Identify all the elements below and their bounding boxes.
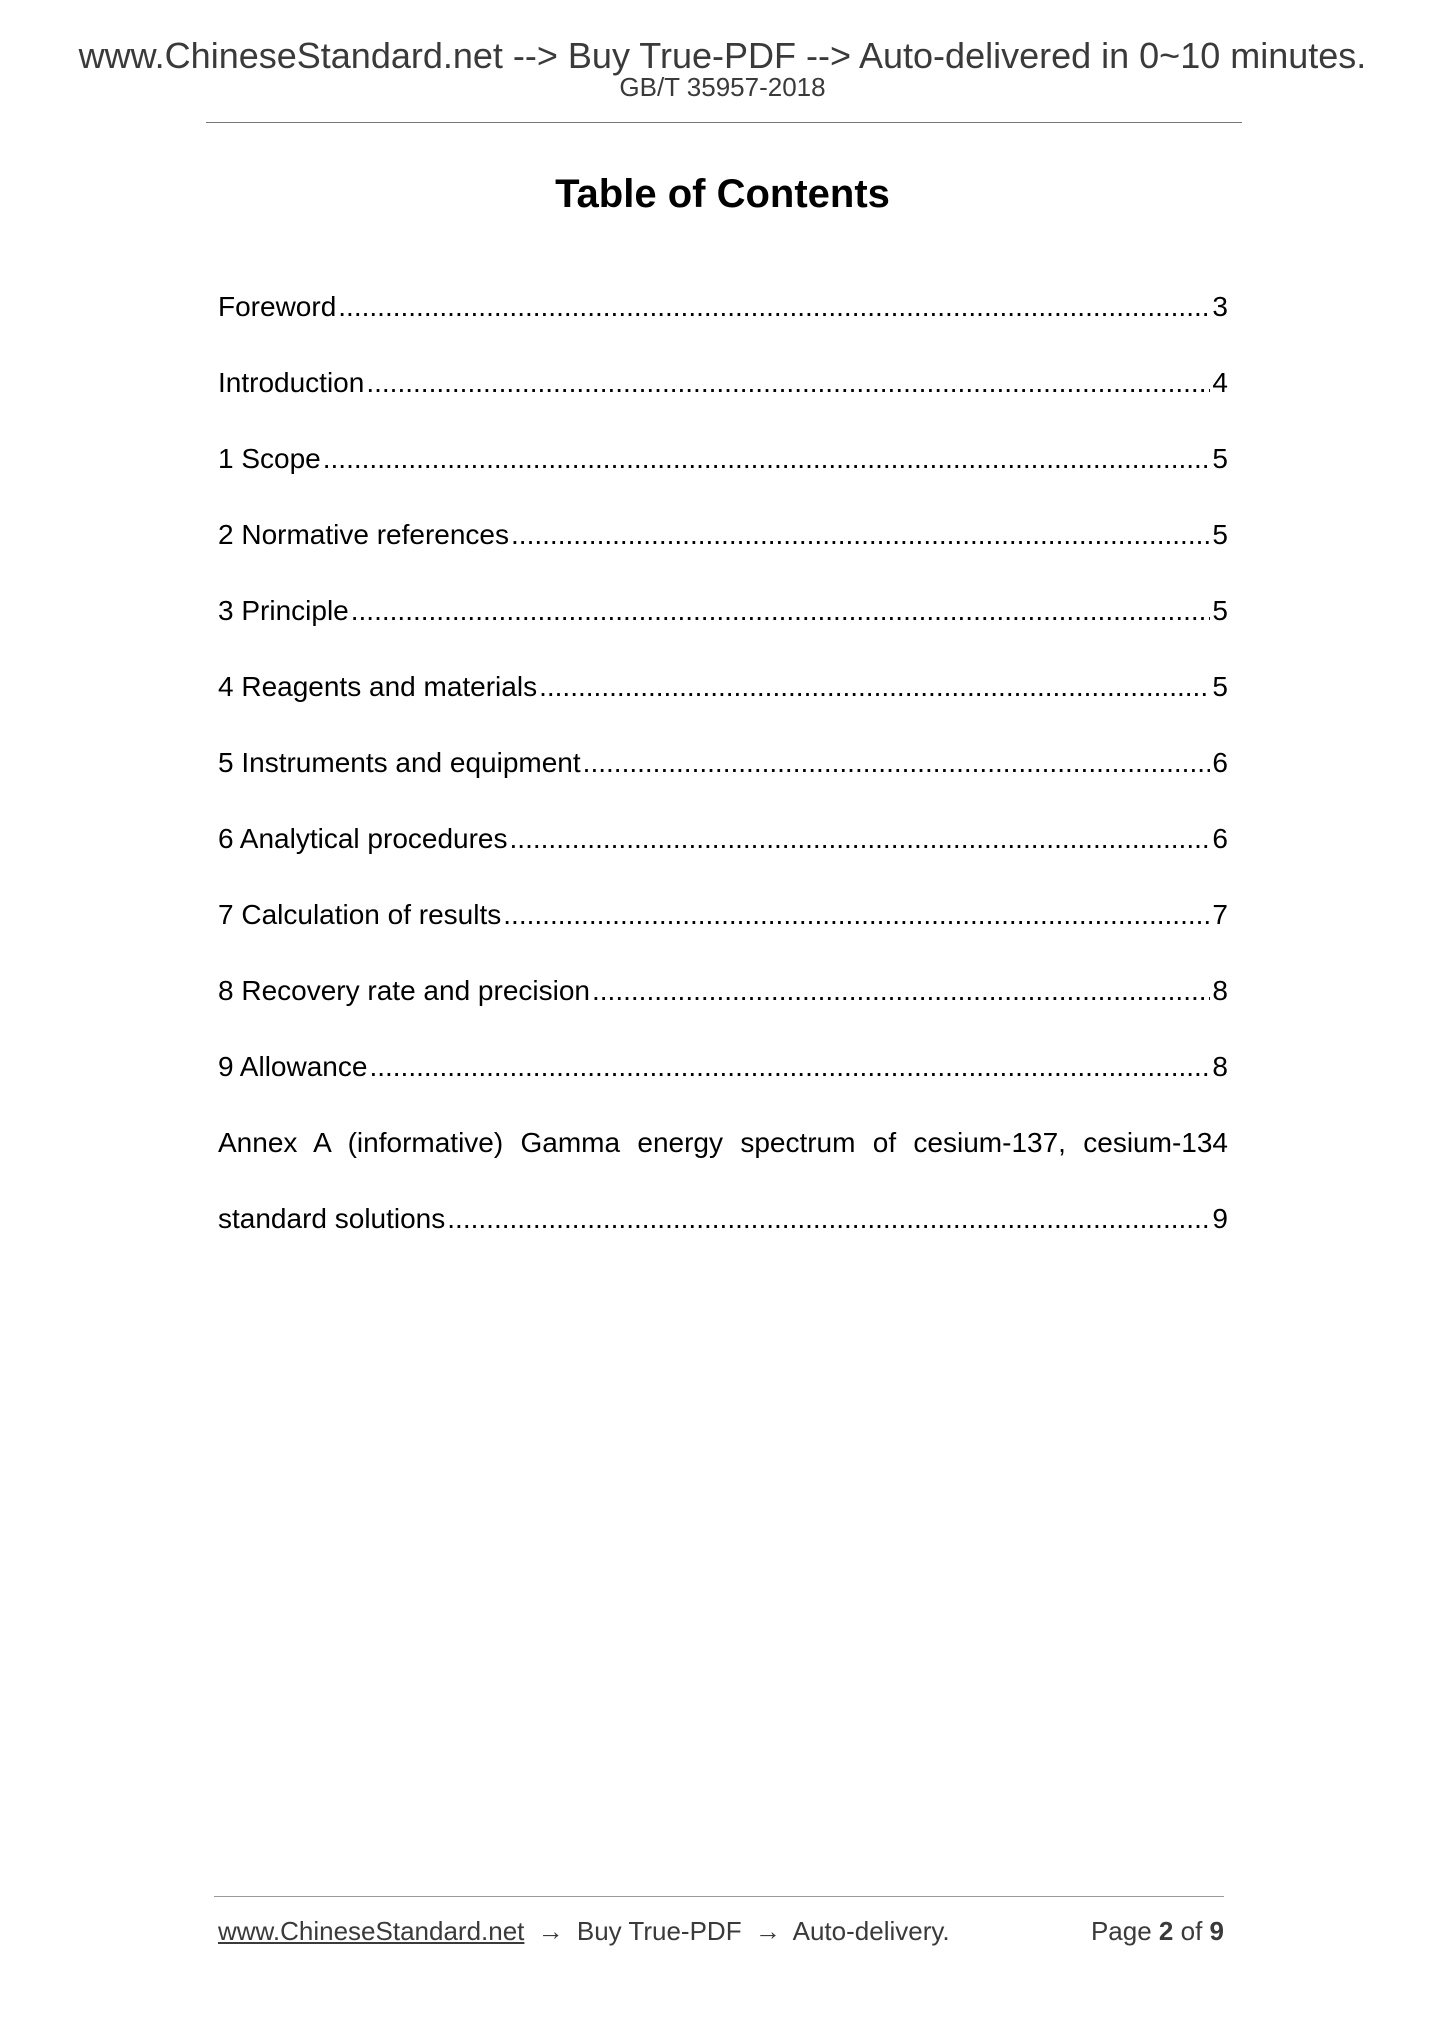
page-indicator bbox=[1091, 1914, 1224, 1948]
toc-dot-leader bbox=[592, 971, 1210, 1011]
toc-entry-label: Foreword bbox=[218, 291, 337, 322]
toc-entry-page: 4 bbox=[1212, 367, 1228, 398]
toc-entry-label: 9 Allowance bbox=[218, 1051, 368, 1082]
toc-entry-page: 6 bbox=[1212, 747, 1228, 778]
of-word: of bbox=[1180, 1916, 1203, 1946]
page-footer bbox=[218, 1914, 1224, 1948]
footer-left bbox=[218, 1914, 950, 1948]
footer-divider bbox=[214, 1896, 1224, 1897]
toc-entry-page: 5 bbox=[1212, 595, 1228, 626]
toc-entry-label: Introduction bbox=[218, 367, 365, 398]
top-banner: www.ChineseStandard.net --> Buy True-PDF --> Auto-delivered in 0~10 minutes. bbox=[78, 35, 1367, 76]
current-page-number: 2 bbox=[1158, 1916, 1174, 1946]
toc-dot-leader bbox=[511, 515, 1210, 555]
toc-dot-leader bbox=[510, 819, 1211, 859]
toc-entry-page: 5 bbox=[1212, 443, 1228, 474]
footer-delivery-text: Auto-delivery. bbox=[792, 1916, 950, 1946]
toc-entry-page: 5 bbox=[1212, 671, 1228, 702]
toc-dot-leader bbox=[503, 895, 1210, 935]
toc-dot-leader bbox=[351, 591, 1211, 631]
toc-dot-leader bbox=[369, 1047, 1210, 1087]
toc-dot-leader bbox=[539, 667, 1210, 707]
page-word: Page bbox=[1090, 1916, 1152, 1946]
toc-entry-page: 9 bbox=[1212, 1203, 1228, 1234]
toc-dot-leader bbox=[366, 363, 1210, 403]
toc-entry-label: 7 Calculation of results bbox=[218, 899, 502, 930]
total-pages-number: 9 bbox=[1209, 1916, 1224, 1946]
arrow-right-icon: → bbox=[537, 1916, 564, 1946]
toc-entry-introduction[interactable] bbox=[218, 363, 1228, 439]
toc-entry-instruments[interactable] bbox=[218, 743, 1228, 819]
toc-entry-label: 1 Scope bbox=[218, 443, 321, 474]
footer-buy-text: Buy True-PDF bbox=[576, 1916, 742, 1946]
toc-dot-leader bbox=[583, 743, 1211, 783]
toc-entry-page: 8 bbox=[1212, 1051, 1228, 1082]
toc-entry-analytical-procedures[interactable] bbox=[218, 819, 1228, 895]
toc-entry-calculation[interactable] bbox=[218, 895, 1228, 971]
footer-site-link[interactable]: www.ChineseStandard.net bbox=[218, 1916, 525, 1946]
toc-entry-scope[interactable] bbox=[218, 439, 1228, 515]
toc-dot-leader bbox=[338, 287, 1210, 327]
toc-entry-label: 4 Reagents and materials bbox=[218, 671, 538, 702]
toc-entry-annex-a-continued[interactable] bbox=[218, 1199, 1228, 1275]
toc-entry-page: 3 bbox=[1212, 291, 1228, 322]
toc-entry-label: 2 Normative references bbox=[218, 519, 510, 550]
page-title: Table of Contents bbox=[555, 172, 890, 216]
header-divider bbox=[206, 122, 1242, 123]
toc-entry-label: 5 Instruments and equipment bbox=[218, 747, 581, 778]
toc-entry-label: standard solutions bbox=[218, 1203, 446, 1234]
standard-code: GB/T 35957-2018 bbox=[619, 72, 826, 102]
toc-entry-allowance[interactable] bbox=[218, 1047, 1228, 1123]
toc-entry-label: 8 Recovery rate and precision bbox=[218, 975, 590, 1006]
toc-entry-page: 7 bbox=[1212, 899, 1228, 930]
toc-entry-normative-references[interactable] bbox=[218, 515, 1228, 591]
toc-entry-page: 8 bbox=[1212, 975, 1228, 1006]
toc-dot-leader bbox=[323, 439, 1211, 479]
toc-entry-reagents[interactable] bbox=[218, 667, 1228, 743]
toc-entry-page: 6 bbox=[1212, 823, 1228, 854]
toc-entry-principle[interactable] bbox=[218, 591, 1228, 667]
table-of-contents bbox=[218, 287, 1228, 1275]
toc-entry-label: 3 Principle bbox=[218, 595, 349, 626]
toc-dot-leader bbox=[447, 1199, 1210, 1239]
arrow-right-icon: → bbox=[754, 1916, 781, 1946]
toc-entry-annex-a[interactable]: Annex A (informative) Gamma energy spectrum of cesium-137, cesium-134 bbox=[218, 1127, 1228, 1158]
toc-entry-label: 6 Analytical procedures bbox=[218, 823, 508, 854]
toc-entry-recovery-rate[interactable] bbox=[218, 971, 1228, 1047]
toc-entry-page: 5 bbox=[1212, 519, 1228, 550]
toc-entry-foreword[interactable] bbox=[218, 287, 1228, 363]
